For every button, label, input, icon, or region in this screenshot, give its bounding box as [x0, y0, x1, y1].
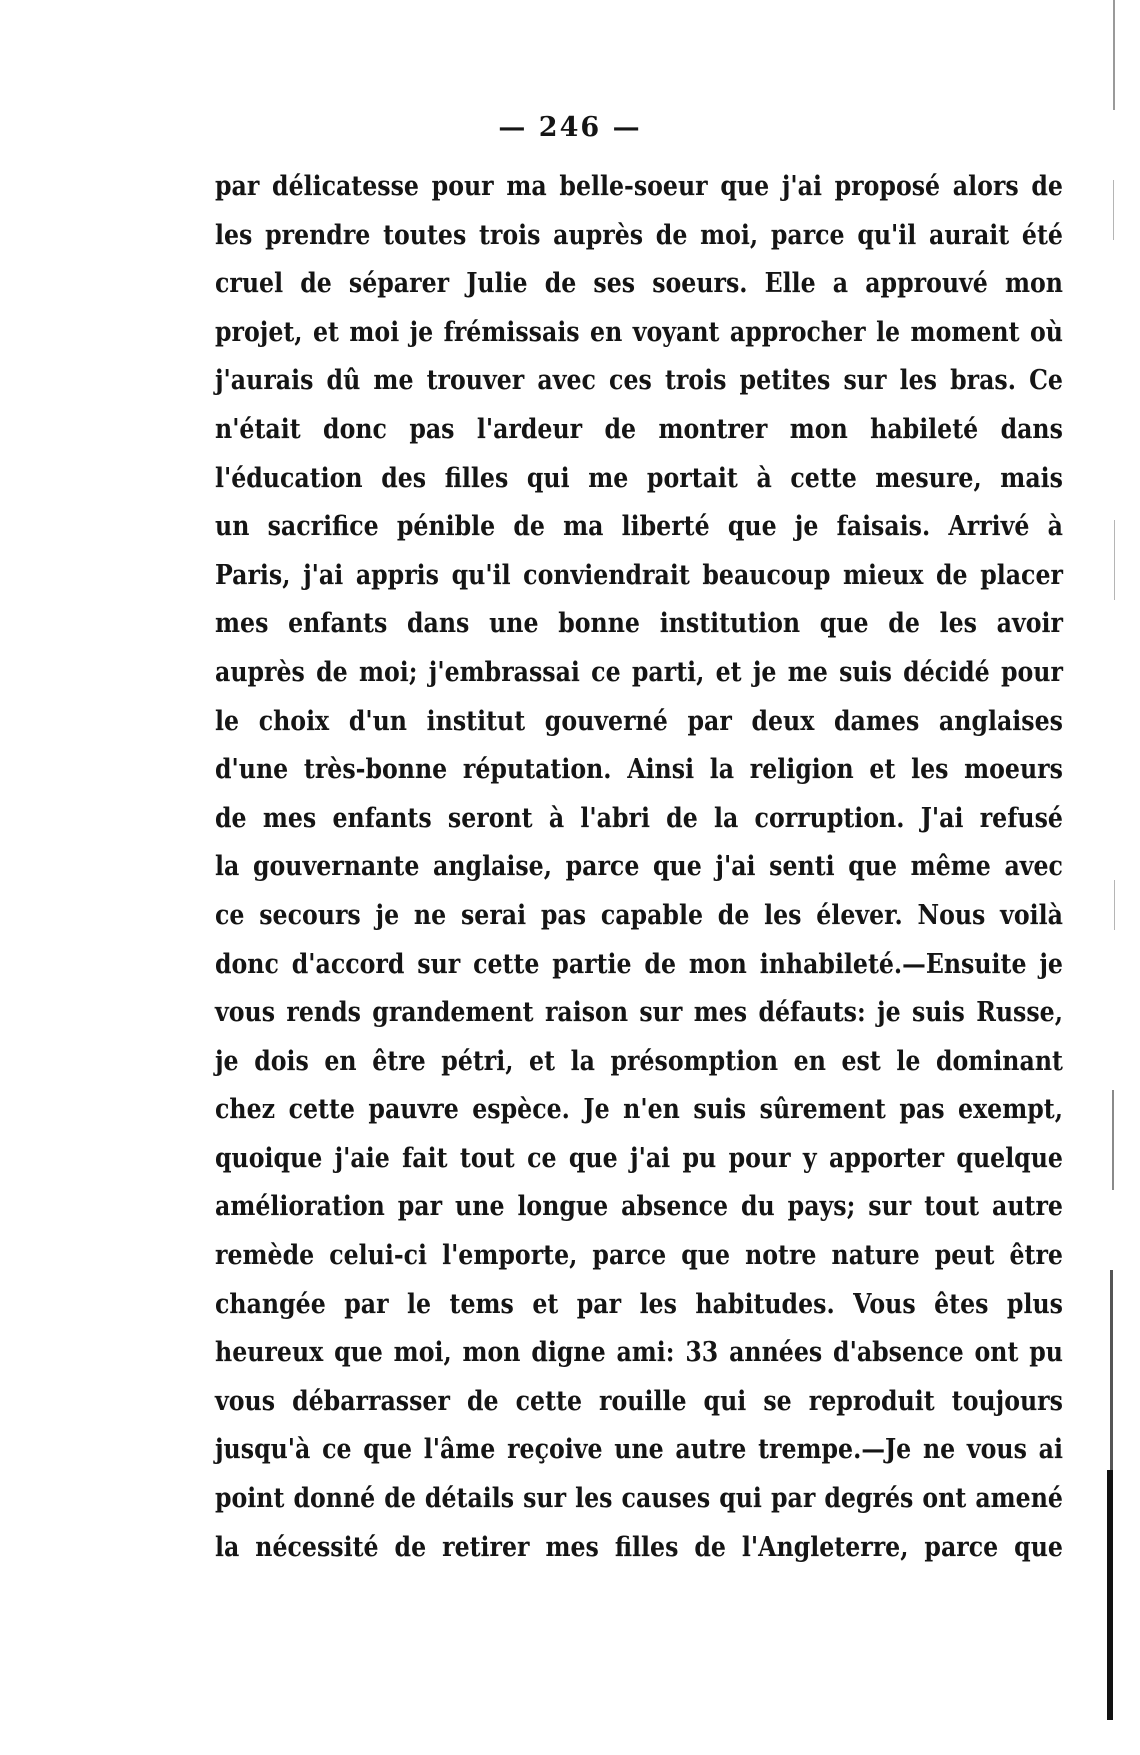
- text-line: Paris, j'ai appris qu'il conviendrait beaucoup mieux de placer: [215, 558, 1063, 591]
- scan-edge-mark: [1110, 1270, 1113, 1470]
- text-line: l'éducation des filles qui me portait à cette mesure, mais: [215, 461, 1063, 494]
- scan-edge-mark: [1113, 0, 1115, 110]
- body-text: [215, 162, 1063, 1571]
- scan-edge-mark: [1107, 1470, 1113, 1720]
- text-line: j'aurais dû me trouver avec ces trois petites sur les bras. Ce: [215, 364, 1063, 397]
- text-line: de mes enfants seront à l'abri de la corruption. J'ai refusé: [215, 801, 1063, 834]
- text-line: un sacrifice pénible de ma liberté que je faisais. Arrivé à: [215, 510, 1063, 543]
- text-line: chez cette pauvre espèce. Je n'en suis sûrement pas exempt,: [215, 1093, 1063, 1126]
- text-line: je dois en être pétri, et la présomption en est le dominant: [215, 1044, 1063, 1077]
- text-line: point donné de détails sur les causes qui par degrés ont amené: [215, 1482, 1063, 1515]
- text-line: d'une très-bonne réputation. Ainsi la religion et les moeurs: [215, 753, 1063, 786]
- text-line: cruel de séparer Julie de ses soeurs. Elle a approuvé mon: [215, 267, 1063, 300]
- text-line: amélioration par une longue absence du pays; sur tout autre: [215, 1190, 1063, 1223]
- text-line: jusqu'à ce que l'âme reçoive une autre trempe.—Je ne vous ai: [215, 1433, 1063, 1466]
- text-line: la gouvernante anglaise, parce que j'ai senti que même avec: [215, 850, 1063, 883]
- text-line: remède celui-ci l'emporte, parce que notre nature peut être: [215, 1239, 1063, 1272]
- text-line: ce secours je ne serai pas capable de les élever. Nous voilà: [215, 898, 1063, 931]
- text-line: projet, et moi je frémissais en voyant approcher le moment où: [215, 315, 1063, 348]
- text-line: heureux que moi, mon digne ami: 33 années d'absence ont pu: [215, 1336, 1063, 1369]
- text-line: n'était donc pas l'ardeur de montrer mon habileté dans: [215, 412, 1063, 445]
- text-line: la nécessité de retirer mes filles de l'Angleterre, parce que: [215, 1530, 1063, 1563]
- scan-edge-mark: [1112, 1090, 1114, 1190]
- text-line: auprès de moi; j'embrassai ce parti, et je me suis décidé pour: [215, 655, 1063, 688]
- text-line: les prendre toutes trois auprès de moi, parce qu'il aurait été: [215, 218, 1063, 251]
- text-line: vous débarrasser de cette rouille qui se reproduit toujours: [215, 1384, 1063, 1417]
- scan-edge-mark: [1114, 520, 1115, 600]
- text-line: vous rends grandement raison sur mes défauts: je suis Russe,: [215, 996, 1063, 1029]
- scan-edge-mark: [1114, 880, 1115, 930]
- scan-edge-mark: [1113, 180, 1114, 240]
- text-line: quoique j'aie fait tout ce que j'ai pu pour y apporter quelque: [215, 1141, 1063, 1174]
- text-line: changée par le tems et par les habitudes. Vous êtes plus: [215, 1287, 1063, 1320]
- text-line: donc d'accord sur cette partie de mon inhabileté.—Ensuite je: [215, 947, 1063, 980]
- page-number: — 246 —: [498, 112, 642, 143]
- text-line: mes enfants dans une bonne institution que de les avoir: [215, 607, 1063, 640]
- text-line: par délicatesse pour ma belle-soeur que j'ai proposé alors de: [215, 170, 1063, 202]
- text-line: le choix d'un institut gouverné par deux dames anglaises: [215, 704, 1063, 737]
